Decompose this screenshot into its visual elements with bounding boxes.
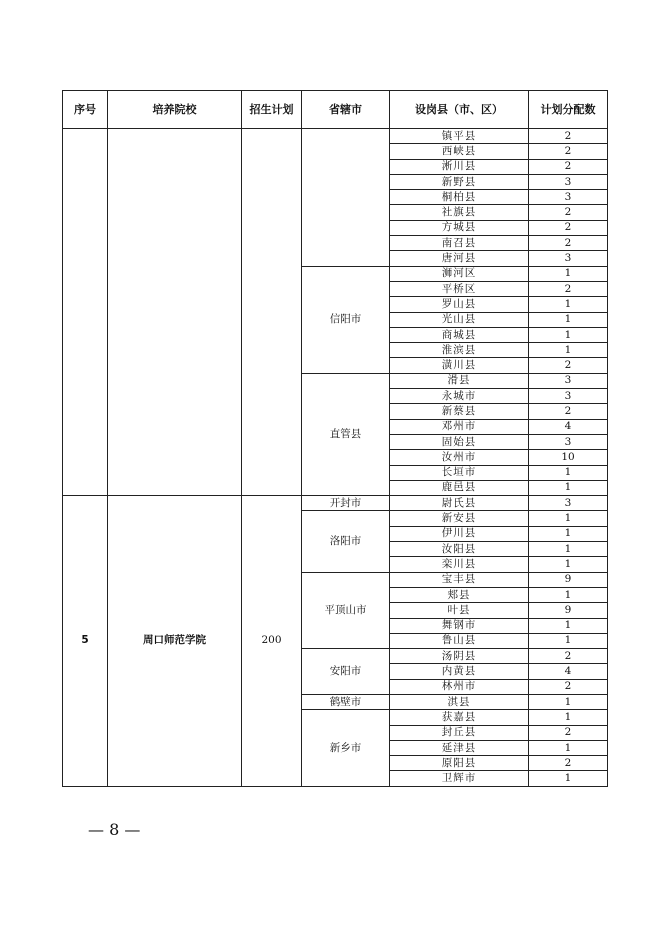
county-cell: 淮滨县 <box>390 343 529 358</box>
plan-cell <box>242 129 302 496</box>
county-cell: 栾川县 <box>390 557 529 572</box>
county-cell: 舞钢市 <box>390 618 529 633</box>
count-cell: 2 <box>529 404 608 419</box>
seq-cell <box>63 129 108 496</box>
county-cell: 唐河县 <box>390 251 529 266</box>
county-cell: 镇平县 <box>390 129 529 144</box>
school-cell <box>108 129 242 496</box>
city-cell: 新乡市 <box>302 710 390 786</box>
count-cell: 1 <box>529 343 608 358</box>
county-cell: 潢川县 <box>390 358 529 373</box>
county-cell: 邓州市 <box>390 419 529 434</box>
county-cell: 郏县 <box>390 587 529 602</box>
header-county: 设岗县（市、区） <box>390 91 529 129</box>
county-cell: 固始县 <box>390 434 529 449</box>
count-cell: 2 <box>529 220 608 235</box>
count-cell: 1 <box>529 465 608 480</box>
count-cell: 1 <box>529 587 608 602</box>
count-cell: 2 <box>529 159 608 174</box>
county-cell: 社旗县 <box>390 205 529 220</box>
county-cell: 罗山县 <box>390 297 529 312</box>
count-cell: 1 <box>529 327 608 342</box>
count-cell: 2 <box>529 725 608 740</box>
county-cell: 尉氏县 <box>390 496 529 511</box>
county-cell: 平桥区 <box>390 281 529 296</box>
county-cell: 伊川县 <box>390 526 529 541</box>
count-cell: 3 <box>529 434 608 449</box>
county-cell: 方城县 <box>390 220 529 235</box>
county-cell: 永城市 <box>390 389 529 404</box>
count-cell: 1 <box>529 297 608 312</box>
count-cell: 3 <box>529 496 608 511</box>
city-cell: 平顶山市 <box>302 572 390 648</box>
count-cell: 2 <box>529 205 608 220</box>
count-cell: 2 <box>529 236 608 251</box>
count-cell: 3 <box>529 389 608 404</box>
county-cell: 光山县 <box>390 312 529 327</box>
header-plan: 招生计划 <box>242 91 302 129</box>
county-cell: 汝州市 <box>390 450 529 465</box>
header-school: 培养院校 <box>108 91 242 129</box>
county-cell: 封丘县 <box>390 725 529 740</box>
count-cell: 1 <box>529 542 608 557</box>
county-cell: 商城县 <box>390 327 529 342</box>
plan-cell: 200 <box>242 496 302 787</box>
table-row <box>63 496 608 511</box>
count-cell: 1 <box>529 740 608 755</box>
count-cell: 2 <box>529 144 608 159</box>
count-cell: 1 <box>529 526 608 541</box>
city-cell: 鹤壁市 <box>302 694 390 709</box>
table-row <box>63 129 608 144</box>
county-cell: 滑县 <box>390 373 529 388</box>
count-cell: 1 <box>529 694 608 709</box>
header-seq: 序号 <box>63 91 108 129</box>
count-cell: 2 <box>529 756 608 771</box>
count-cell: 1 <box>529 312 608 327</box>
count-cell: 1 <box>529 480 608 495</box>
count-cell: 2 <box>529 649 608 664</box>
seq-cell: 5 <box>63 496 108 787</box>
county-cell: 获嘉县 <box>390 710 529 725</box>
count-cell: 1 <box>529 557 608 572</box>
count-cell: 4 <box>529 664 608 679</box>
table-header-row <box>63 91 608 129</box>
count-cell: 1 <box>529 771 608 786</box>
city-cell: 直管县 <box>302 373 390 495</box>
county-cell: 新安县 <box>390 511 529 526</box>
count-cell: 1 <box>529 511 608 526</box>
page-number: — 8 — <box>88 820 141 839</box>
count-cell: 1 <box>529 618 608 633</box>
count-cell: 2 <box>529 679 608 694</box>
count-cell: 3 <box>529 190 608 205</box>
count-cell: 9 <box>529 572 608 587</box>
city-cell <box>302 129 390 267</box>
header-city: 省辖市 <box>302 91 390 129</box>
county-cell: 宝丰县 <box>390 572 529 587</box>
count-cell: 9 <box>529 603 608 618</box>
county-cell: 鹿邑县 <box>390 480 529 495</box>
county-cell: 淅川县 <box>390 159 529 174</box>
count-cell: 2 <box>529 281 608 296</box>
count-cell: 3 <box>529 373 608 388</box>
county-cell: 桐柏县 <box>390 190 529 205</box>
header-count: 计划分配数 <box>529 91 608 129</box>
count-cell: 1 <box>529 266 608 281</box>
county-cell: 鲁山县 <box>390 633 529 648</box>
county-cell: 林州市 <box>390 679 529 694</box>
city-cell: 洛阳市 <box>302 511 390 572</box>
count-cell: 1 <box>529 633 608 648</box>
county-cell: 原阳县 <box>390 756 529 771</box>
count-cell: 2 <box>529 358 608 373</box>
count-cell: 10 <box>529 450 608 465</box>
county-cell: 卫辉市 <box>390 771 529 786</box>
city-cell: 开封市 <box>302 496 390 511</box>
county-cell: 延津县 <box>390 740 529 755</box>
county-cell: 汝阳县 <box>390 542 529 557</box>
county-cell: 叶县 <box>390 603 529 618</box>
county-cell: 长垣市 <box>390 465 529 480</box>
table-body <box>63 129 608 787</box>
count-cell: 2 <box>529 129 608 144</box>
city-cell: 信阳市 <box>302 266 390 373</box>
count-cell: 3 <box>529 174 608 189</box>
count-cell: 1 <box>529 710 608 725</box>
county-cell: 西峡县 <box>390 144 529 159</box>
school-cell: 周口师范学院 <box>108 496 242 787</box>
county-cell: 内黄县 <box>390 664 529 679</box>
county-cell: 淇县 <box>390 694 529 709</box>
county-cell: 汤阴县 <box>390 649 529 664</box>
county-cell: 新野县 <box>390 174 529 189</box>
count-cell: 4 <box>529 419 608 434</box>
count-cell: 3 <box>529 251 608 266</box>
county-cell: 南召县 <box>390 236 529 251</box>
county-cell: 新蔡县 <box>390 404 529 419</box>
allocation-table <box>62 90 608 787</box>
city-cell: 安阳市 <box>302 649 390 695</box>
county-cell: 浉河区 <box>390 266 529 281</box>
